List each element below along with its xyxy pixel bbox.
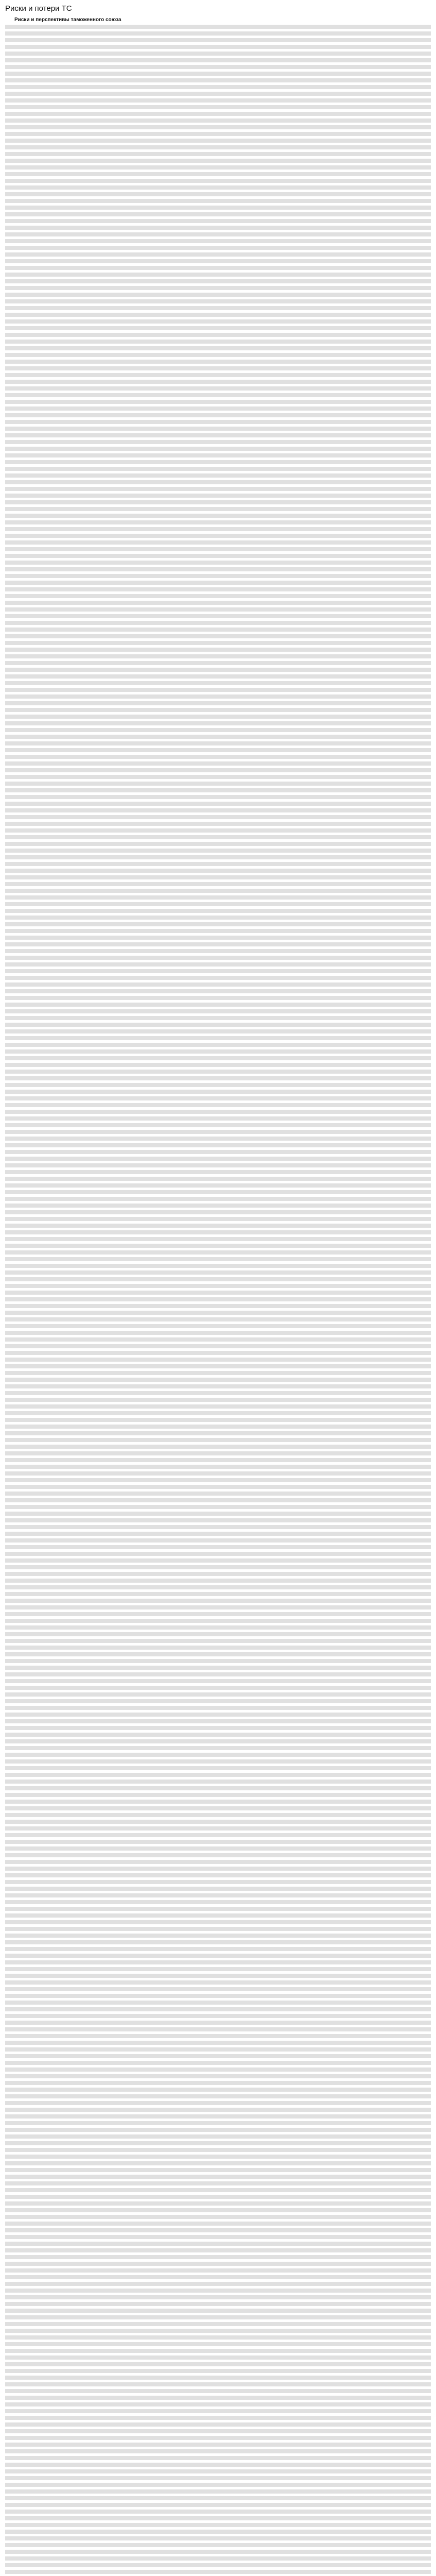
article-body xyxy=(5,25,431,2576)
page-subtitle: Риски и перспективы таможенного союза xyxy=(14,17,121,23)
page-title: Риски и потери ТС xyxy=(5,4,72,13)
article-text-lines xyxy=(5,25,431,2576)
